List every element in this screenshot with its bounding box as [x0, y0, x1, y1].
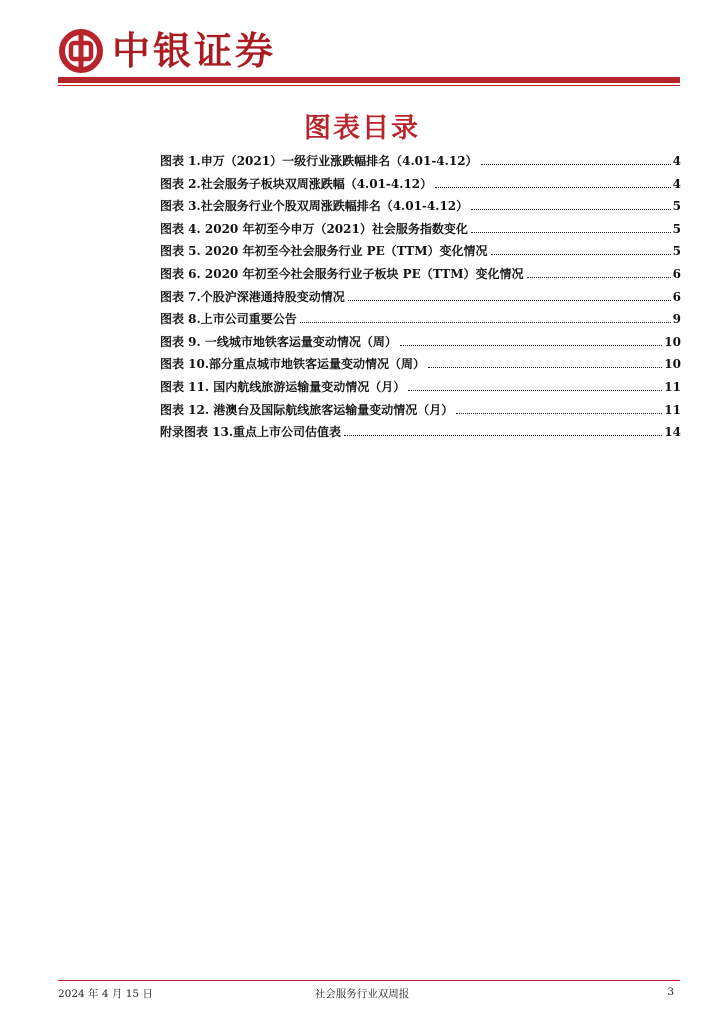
toc-dot-leader — [435, 186, 671, 188]
toc-entry-label: 图表 12. 港澳台及国际航线旅客运输量变动情况（月） — [160, 402, 454, 417]
header-divider-thin — [58, 85, 680, 86]
toc-entry[interactable] — [160, 175, 681, 198]
footer-divider — [58, 980, 680, 981]
toc-entry[interactable] — [160, 197, 681, 220]
toc-entry-page: 4 — [672, 154, 681, 168]
toc-entry[interactable] — [160, 152, 681, 175]
footer-date: 2024 年 4 月 15 日 — [58, 988, 153, 1000]
toc-dot-leader — [408, 389, 662, 391]
toc-entry-label: 图表 11. 国内航线旅游运输量变动情况（月） — [160, 379, 406, 394]
table-of-figures — [160, 152, 681, 446]
footer-page-number: 3 — [667, 986, 674, 998]
toc-entry-label: 附录图表 13.重点上市公司估值表 — [160, 425, 342, 440]
toc-entry-page: 6 — [672, 266, 681, 281]
header-divider — [58, 77, 680, 83]
toc-dot-leader — [348, 299, 671, 301]
toc-entry[interactable] — [160, 333, 681, 356]
toc-entry-page: 9 — [672, 312, 681, 327]
toc-dot-leader — [491, 253, 671, 255]
toc-dot-leader — [456, 412, 662, 414]
toc-entry-label: 图表 7.个股沪深港通持股变动情况 — [160, 289, 345, 304]
toc-entry[interactable] — [160, 220, 681, 243]
toc-entry-label: 图表 1.申万（2021）一级行业涨跌幅排名（4.01-4.12） — [160, 154, 478, 168]
toc-entry-page: 5 — [672, 221, 681, 236]
toc-dot-leader — [300, 321, 671, 323]
toc-entry[interactable] — [160, 288, 681, 311]
page-header — [0, 0, 724, 90]
toc-entry[interactable] — [160, 310, 681, 333]
toc-entry-label: 图表 3.社会服务行业个股双周涨跌幅排名（4.01-4.12） — [160, 199, 469, 214]
toc-dot-leader — [428, 366, 662, 368]
toc-entry-label: 图表 8.上市公司重要公告 — [160, 312, 297, 327]
toc-entry-label: 图表 2.社会服务子板块双周涨跌幅（4.01-4.12） — [160, 176, 433, 191]
toc-dot-leader — [400, 344, 662, 346]
toc-entry-label: 图表 6. 2020 年初至今社会服务行业子板块 PE（TTM）变化情况 — [160, 266, 524, 281]
toc-entry[interactable] — [160, 378, 681, 401]
toc-entry-page: 6 — [672, 289, 681, 304]
toc-entry-page: 4 — [672, 176, 681, 191]
toc-entry-label: 图表 5. 2020 年初至今社会服务行业 PE（TTM）变化情况 — [160, 244, 488, 259]
toc-entry[interactable] — [160, 355, 681, 378]
page-title: 图表目录 — [304, 113, 420, 144]
toc-entry-page: 10 — [664, 334, 681, 349]
toc-dot-leader — [481, 163, 671, 165]
toc-entry-label: 图表 9. 一线城市地铁客运量变动情况（周） — [160, 334, 397, 349]
brand-name: 中银证券 — [112, 29, 277, 73]
toc-dot-leader — [471, 208, 671, 210]
footer-report-name: 社会服务行业双周报 — [314, 988, 410, 1000]
toc-entry[interactable] — [160, 401, 681, 424]
toc-entry-page: 14 — [664, 425, 681, 440]
toc-entry-label: 图表 4. 2020 年初至今申万（2021）社会服务指数变化 — [160, 221, 468, 236]
toc-entry-page: 5 — [672, 244, 681, 259]
toc-entry[interactable] — [160, 423, 681, 446]
toc-entry-page: 11 — [664, 379, 681, 394]
toc-dot-leader — [471, 231, 671, 233]
toc-entry[interactable] — [160, 242, 681, 265]
toc-entry[interactable] — [160, 265, 681, 288]
toc-dot-leader — [527, 276, 671, 278]
toc-entry-page: 10 — [664, 357, 681, 372]
toc-entry-page: 5 — [672, 199, 681, 214]
toc-entry-page: 11 — [664, 402, 681, 417]
toc-entry-label: 图表 10.部分重点城市地铁客运量变动情况（周） — [160, 357, 426, 372]
toc-dot-leader — [344, 434, 662, 436]
bank-of-china-logo-icon — [58, 28, 104, 74]
